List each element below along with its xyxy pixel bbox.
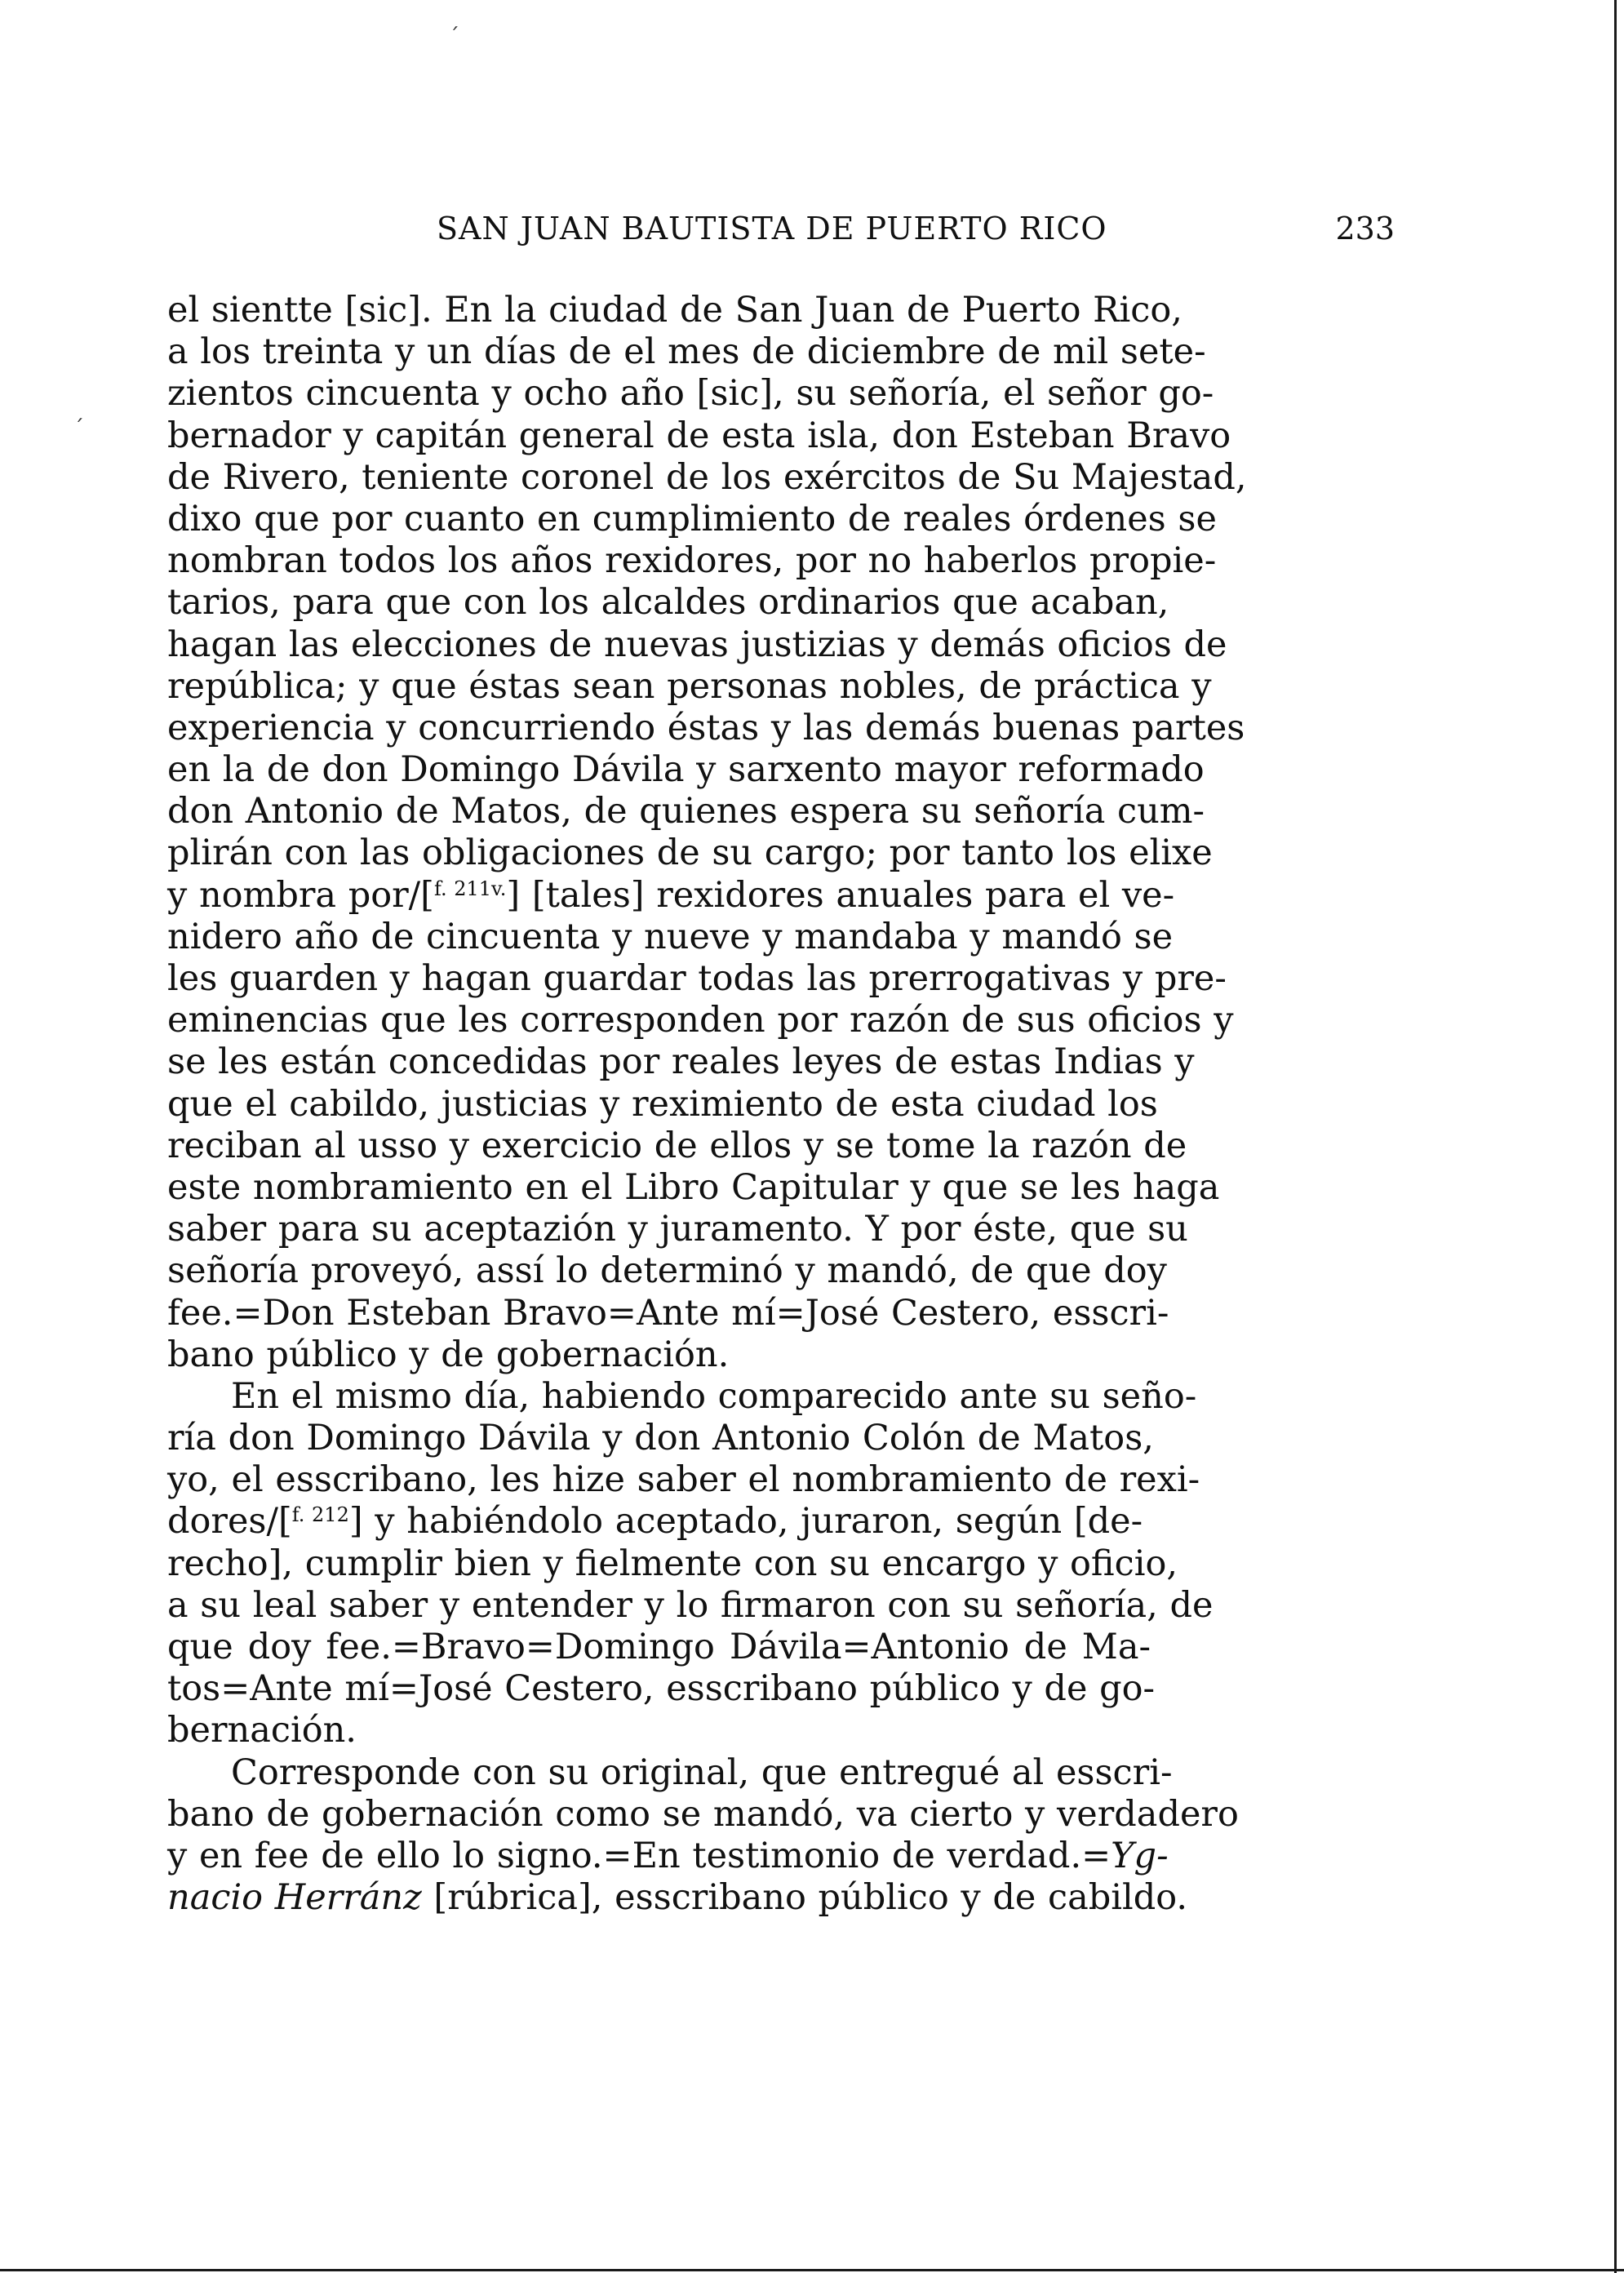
text-line xyxy=(167,1501,1151,1543)
text-line: se les están concedidas por reales leyes de estas Indias y xyxy=(167,1041,1195,1083)
text-line: bano de gobernación como se mandó, va cierto y verdadero xyxy=(167,1793,1239,1835)
text-line: zientos cincuenta y ocho año [sic], su señoría, el señor go- xyxy=(167,373,1214,415)
text-line xyxy=(167,1835,1169,1877)
folio-marker: f. 212 xyxy=(291,1503,349,1527)
page-header xyxy=(167,211,1395,260)
text-line: experiencia y concurriendo éstas y las demás buenas partes xyxy=(167,707,1245,748)
text-line: nombran todos los años rexidores, por no haberlos propie- xyxy=(167,540,1217,582)
body-text xyxy=(167,290,1247,1919)
text-line: tos=Ante mí=José Cestero, esscribano público y de go- xyxy=(167,1668,1156,1710)
text-line: en la de don Domingo Dávila y sarxento mayor reformado xyxy=(167,749,1205,791)
text-line: En el mismo día, habiendo comparecido ante su seño- xyxy=(231,1375,1197,1417)
text-line: a su leal saber y entender y lo firmaron con su señoría, de xyxy=(167,1584,1214,1626)
signature-name: nacio Herránz xyxy=(167,1877,422,1919)
scan-speck: ˊ xyxy=(449,24,459,49)
text-segment: y nombra por/[ xyxy=(167,874,434,916)
text-line xyxy=(167,1877,1188,1919)
text-line: eminencias que les corresponden por razón de sus oficios y xyxy=(167,1000,1234,1041)
text-line: ría don Domingo Dávila y don Antonio Colón de Matos, xyxy=(167,1418,1154,1459)
page-edge-right xyxy=(1614,0,1617,2273)
scan-speck: ˊ xyxy=(73,416,84,441)
text-line: bano público y de gobernación. xyxy=(167,1334,730,1375)
text-segment: dores/[ xyxy=(167,1501,292,1543)
running-head: SAN JUAN BAUTISTA DE PUERTO RICO xyxy=(437,211,1107,246)
text-line: el sientte [sic]. En la ciudad de San Juan de Puerto Rico, xyxy=(167,290,1183,331)
text-line: bernador y capitán general de esta isla, don Esteban Bravo xyxy=(167,415,1231,456)
text-line: república; y que éstas sean personas nobles, de práctica y xyxy=(167,665,1212,707)
text-line: que el cabildo, justicias y reximiento de esta ciudad los xyxy=(167,1083,1158,1125)
text-line: recho], cumplir bien y fielmente con su encargo y oficio, xyxy=(167,1543,1178,1584)
page-edge-bottom xyxy=(0,2269,1624,2271)
text-line: fee.=Don Esteban Bravo=Ante mí=José Cestero, esscri- xyxy=(167,1292,1169,1334)
text-line: reciban al usso y exercicio de ellos y se tome la razón de xyxy=(167,1125,1187,1166)
text-line: dixo que por cuanto en cumplimiento de reales órdenes se xyxy=(167,498,1217,539)
text-line: este nombramiento en el Libro Capitular y que se les haga xyxy=(167,1166,1220,1208)
text-line: que doy fee.=Bravo=Domingo Dávila=Antonio de Ma- xyxy=(167,1627,1151,1667)
text-segment: y en fee de ello lo signo.=En testimonio de verdad.= xyxy=(167,1835,1112,1876)
text-line: saber para su aceptazión y juramento. Y por éste, que su xyxy=(167,1209,1188,1250)
text-line: tarios, para que con los alcaldes ordinarios que acaban, xyxy=(167,582,1169,624)
text-line: de Rivero, teniente coronel de los exércitos de Su Majestad, xyxy=(167,456,1247,498)
text-line: a los treinta y un días de el mes de diciembre de mil sete- xyxy=(167,331,1206,373)
text-line: hagan las elecciones de nuevas justizias y demás oficios de xyxy=(167,624,1227,665)
text-line: yo, el esscribano, les hize saber el nombramiento de rexi- xyxy=(167,1459,1200,1501)
text-line: bernación. xyxy=(167,1710,357,1751)
text-line: nidero año de cincuenta y nueve y mandaba y mandó se xyxy=(167,916,1174,957)
text-line: Corresponde con su original, que entregué al esscri- xyxy=(231,1751,1173,1793)
text-segment: ] y habiéndolo aceptado, juraron, según [de- xyxy=(348,1501,1143,1543)
folio-marker: f. 211v. xyxy=(433,877,507,900)
text-segment: ] [tales] rexidores anuales para el ve- xyxy=(506,874,1175,916)
page-number: 233 xyxy=(1335,211,1395,246)
text-line: les guarden y hagan guardar todas las prerrogativas y pre- xyxy=(167,958,1227,999)
text-line: plirán con las obligaciones de su cargo; por tanto los elixe xyxy=(167,832,1213,874)
text-segment: [rúbrica], esscribano público y de cabildo. xyxy=(421,1877,1188,1919)
signature-name: Yg- xyxy=(1111,1835,1169,1876)
text-line: señoría proveyó, assí lo determinó y mandó, de que doy xyxy=(167,1250,1167,1292)
text-line xyxy=(167,874,1175,917)
text-line: don Antonio de Matos, de quienes espera su señoría cum- xyxy=(167,791,1205,832)
